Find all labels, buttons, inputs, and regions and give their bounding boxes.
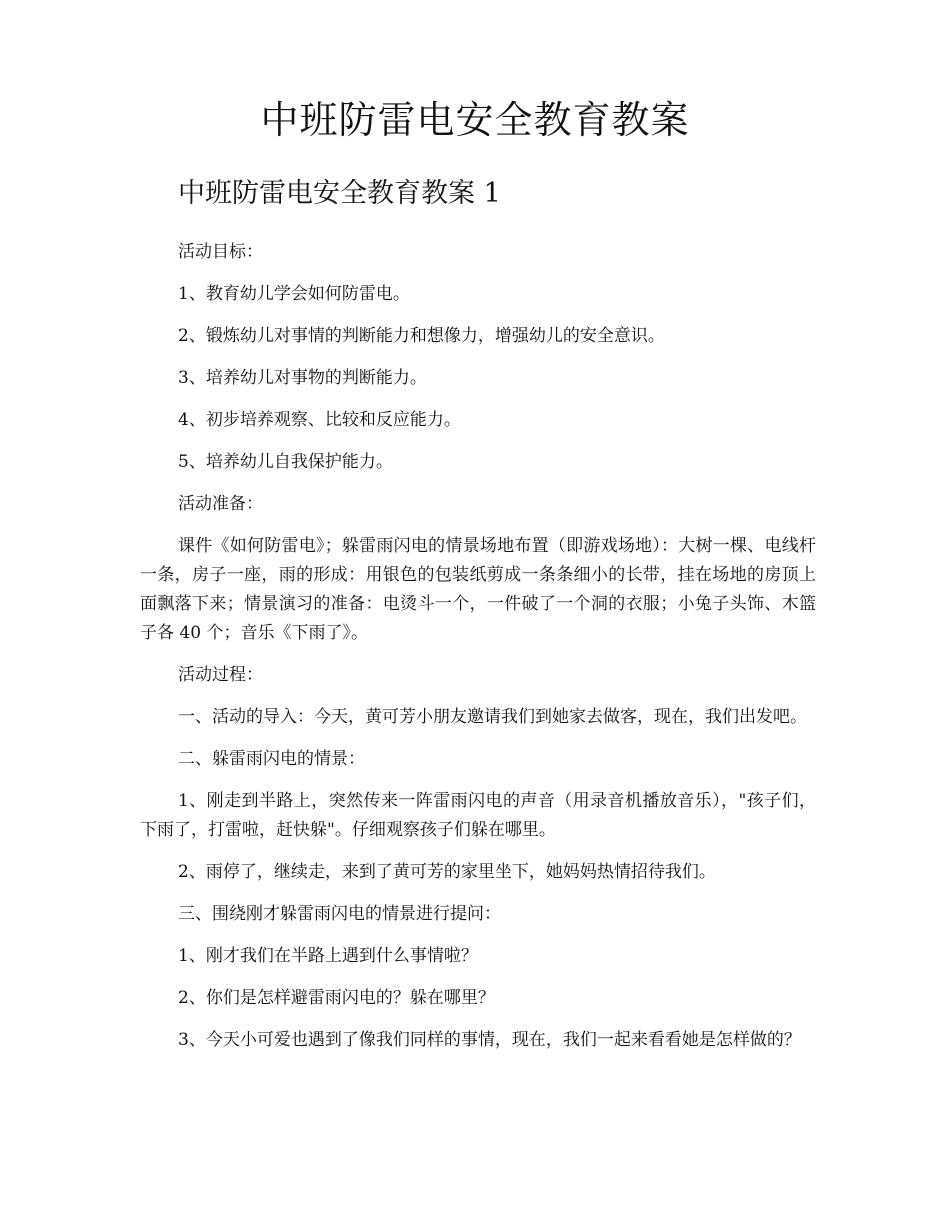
- document-title: 中班防雷电安全教育教案: [260, 98, 690, 142]
- paragraph: 2、锻炼幼儿对事情的判断能力和想像力，增强幼儿的安全意识。: [178, 326, 665, 346]
- document-body: [140, 238, 816, 1068]
- paragraph: 2、雨停了，继续走，来到了黄可芳的家里坐下，她妈妈热情招待我们。: [178, 862, 716, 882]
- paragraph: 5、培养幼儿自我保护能力。: [178, 452, 393, 472]
- paragraph: 1、刚走到半路上，突然传来一阵雷雨闪电的声音（用录音机播放音乐），"孩子们，下雨了，打雷啦，赶快躲"。仔细观察孩子们躲在哪里。: [140, 791, 816, 840]
- paragraph: 二、躲雷雨闪电的情景：: [178, 749, 365, 769]
- paragraph: 3、培养幼儿对事物的判断能力。: [178, 368, 427, 388]
- paragraph: 活动过程：: [178, 665, 263, 685]
- paragraph: 一、活动的导入：今天，黄可芳小朋友邀请我们到她家去做客，现在，我们出发吧。: [178, 707, 807, 727]
- paragraph: 4、初步培养观察、比较和反应能力。: [178, 410, 461, 430]
- paragraph: 课件《如何防雷电》；躲雷雨闪电的情景场地布置（即游戏场地）：大树一棵、电线杆一条，房子一座，雨的形成：用银色的包装纸剪成一条条细小的长带，挂在场地的房顶上面飘落下来；情景演习的准备：电烫斗一个，一件破了一个洞的衣服；小兔子头饰、木篮子各 40 个；音乐《下雨了》。: [140, 536, 816, 643]
- paragraph: 3、今天小可爱也遇到了像我们同样的事情，现在，我们一起来看看她是怎样做的？: [178, 1030, 801, 1050]
- paragraph: 1、刚才我们在半路上遇到什么事情啦？: [178, 946, 478, 966]
- section-title: 中班防雷电安全教育教案 1: [178, 178, 501, 209]
- paragraph: 活动目标：: [178, 242, 263, 262]
- paragraph: 1、教育幼儿学会如何防雷电。: [178, 284, 410, 304]
- paragraph: 三、围绕刚才躲雷雨闪电的情景进行提问：: [178, 904, 501, 924]
- paragraph: 活动准备：: [178, 494, 263, 514]
- paragraph: 2、你们是怎样避雷雨闪电的？躲在哪里？: [178, 988, 495, 1008]
